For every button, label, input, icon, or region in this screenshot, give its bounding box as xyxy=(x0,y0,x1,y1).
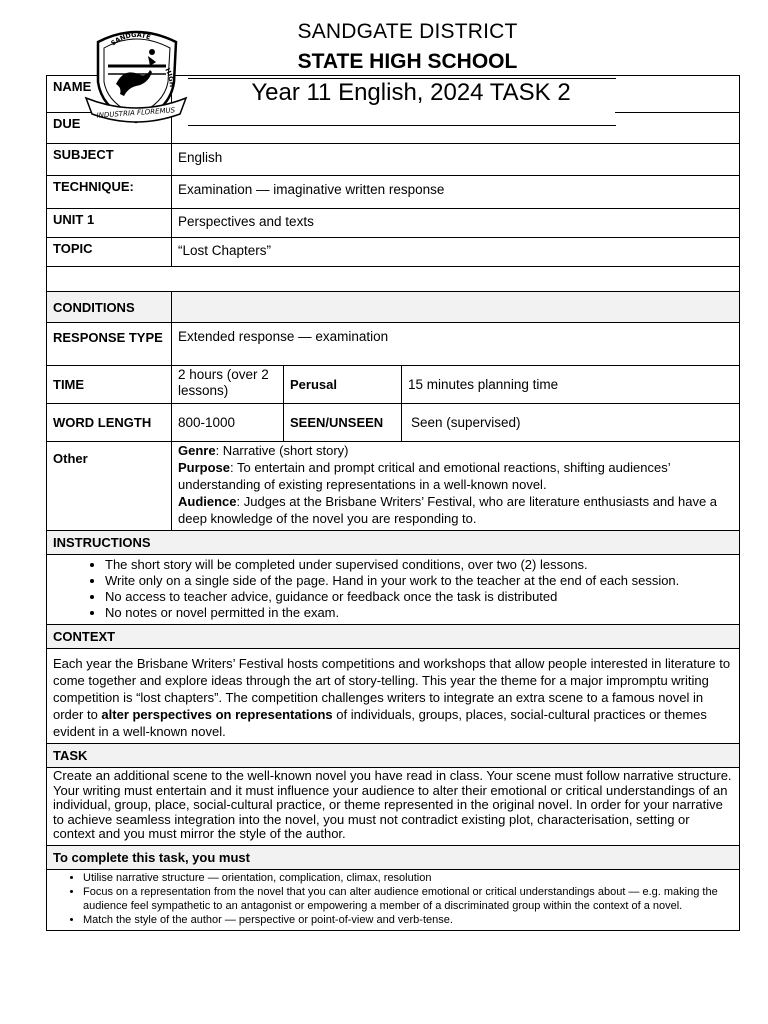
perusal-value: 15 minutes planning time xyxy=(402,366,740,404)
topic-label: TOPIC xyxy=(47,238,172,267)
instructions-header: INSTRUCTIONS xyxy=(47,531,740,555)
instructions-body xyxy=(47,555,740,625)
school-name-line2: STATE HIGH SCHOOL xyxy=(297,50,518,73)
task-text: Create an additional scene to the well-known novel you have read in class. Your scene must follow narrative structure. Your writing must entertain and it must influence your audience to alter their emotional or critical understandings of an individual, group, place, social-cultural practice, or theme represented in the original novel. In order for your narrative to achieve seamless integration into the novel, you must not contradict existing plot, characterisation, setting or context and you must mirror the style of the author. xyxy=(53,768,732,842)
subject-value: English xyxy=(172,144,740,176)
conditions-table xyxy=(46,291,740,931)
name-label: NAME xyxy=(47,76,172,113)
unit-label: UNIT 1 xyxy=(47,209,172,238)
task-body xyxy=(47,768,740,846)
complete-body xyxy=(47,869,740,930)
time-value: 2 hours (over 2 lessons) xyxy=(172,366,284,404)
other-value xyxy=(172,442,740,531)
purpose-value: : To entertain and prompt critical and emotional reactions, shifting audiences’ understanding of existing representations in a well-known novel. xyxy=(178,460,671,492)
audience-label: Audience xyxy=(178,494,237,509)
instructions-list xyxy=(53,557,733,621)
list-item: • Utilise narrative structure — orientation, complication, climax, resolution xyxy=(83,871,733,885)
response-type-value: Extended response — examination xyxy=(172,323,740,366)
assessment-title: Year 11 English, 2024 TASK 2 xyxy=(232,79,590,107)
context-header: CONTEXT xyxy=(47,625,740,649)
list-item: • No access to teacher advice, guidance or feedback once the task is distributed xyxy=(105,589,733,605)
genre-label: Genre xyxy=(178,443,216,458)
svg-text:INDUSTRIA FLOREMUS: INDUSTRIA FLOREMUS xyxy=(96,106,176,120)
context-text: Each year the Brisbane Writers’ Festival hosts competitions and workshops that allow people interested in literature to come together and explore ideas through the art of story-telling. This year the theme for a major impromptu writing competition is “lost chapters”. The competition challenges writers to integrate an extra scene to a famous novel in order to alter perspectives on representations of individuals, groups, places, social-cultural practices or themes evident in a well-known novel. xyxy=(53,656,731,739)
list-item: • Write only on a single side of the page. Hand in your work to the teacher at the end of each session. xyxy=(105,573,733,589)
header-rule-bottom xyxy=(188,125,616,126)
time-label: TIME xyxy=(47,366,172,404)
complete-list xyxy=(53,871,733,927)
response-type-label: RESPONSE TYPE xyxy=(47,323,172,366)
unit-value: Perspectives and texts xyxy=(172,209,740,238)
svg-text:HIGH: HIGH xyxy=(163,66,176,88)
school-crest-logo xyxy=(80,22,192,128)
complete-header: To complete this task, you must xyxy=(47,845,740,869)
technique-label: TECHNIQUE: xyxy=(47,176,172,209)
word-length-label: WORD LENGTH xyxy=(47,404,172,442)
spacer-row xyxy=(47,267,740,293)
perusal-label: Perusal xyxy=(284,366,402,404)
task-header: TASK xyxy=(47,744,740,768)
school-name-line1: SANDGATE DISTRICT xyxy=(297,20,518,43)
seen-label: SEEN/UNSEEN xyxy=(284,404,402,442)
conditions-header-fill xyxy=(172,292,740,323)
list-item: • The short story will be completed under supervised conditions, over two (2) lessons. xyxy=(105,557,733,573)
context-body xyxy=(47,649,740,744)
list-item: • Match the style of the author — perspective or point-of-view and verb-tense. xyxy=(83,913,733,927)
list-item: • No notes or novel permitted in the exam. xyxy=(105,605,733,621)
svg-text:SANDGATE: SANDGATE xyxy=(109,30,152,48)
other-label: Other xyxy=(47,442,172,531)
due-label: DUE xyxy=(47,113,172,144)
seen-value: Seen (supervised) xyxy=(402,404,740,442)
purpose-label: Purpose xyxy=(178,460,231,475)
audience-value: : Judges at the Brisbane Writers’ Festival, who are literature enthusiasts and have a deep knowledge of the novel you are responding to. xyxy=(178,494,718,526)
conditions-header: CONDITIONS xyxy=(47,292,172,323)
subject-label: SUBJECT xyxy=(47,144,172,176)
word-length-value: 800-1000 xyxy=(172,404,284,442)
technique-value: Examination — imaginative written response xyxy=(172,176,740,209)
list-item: • Focus on a representation from the novel that you can alter audience emotional or critical understandings about — e.g. making the audience feel sympathetic to an antagonist or empowering a member of a discriminated group within the context of a novel. xyxy=(83,885,733,913)
topic-value: “Lost Chapters” xyxy=(172,238,740,267)
genre-value: : Narrative (short story) xyxy=(215,443,349,458)
